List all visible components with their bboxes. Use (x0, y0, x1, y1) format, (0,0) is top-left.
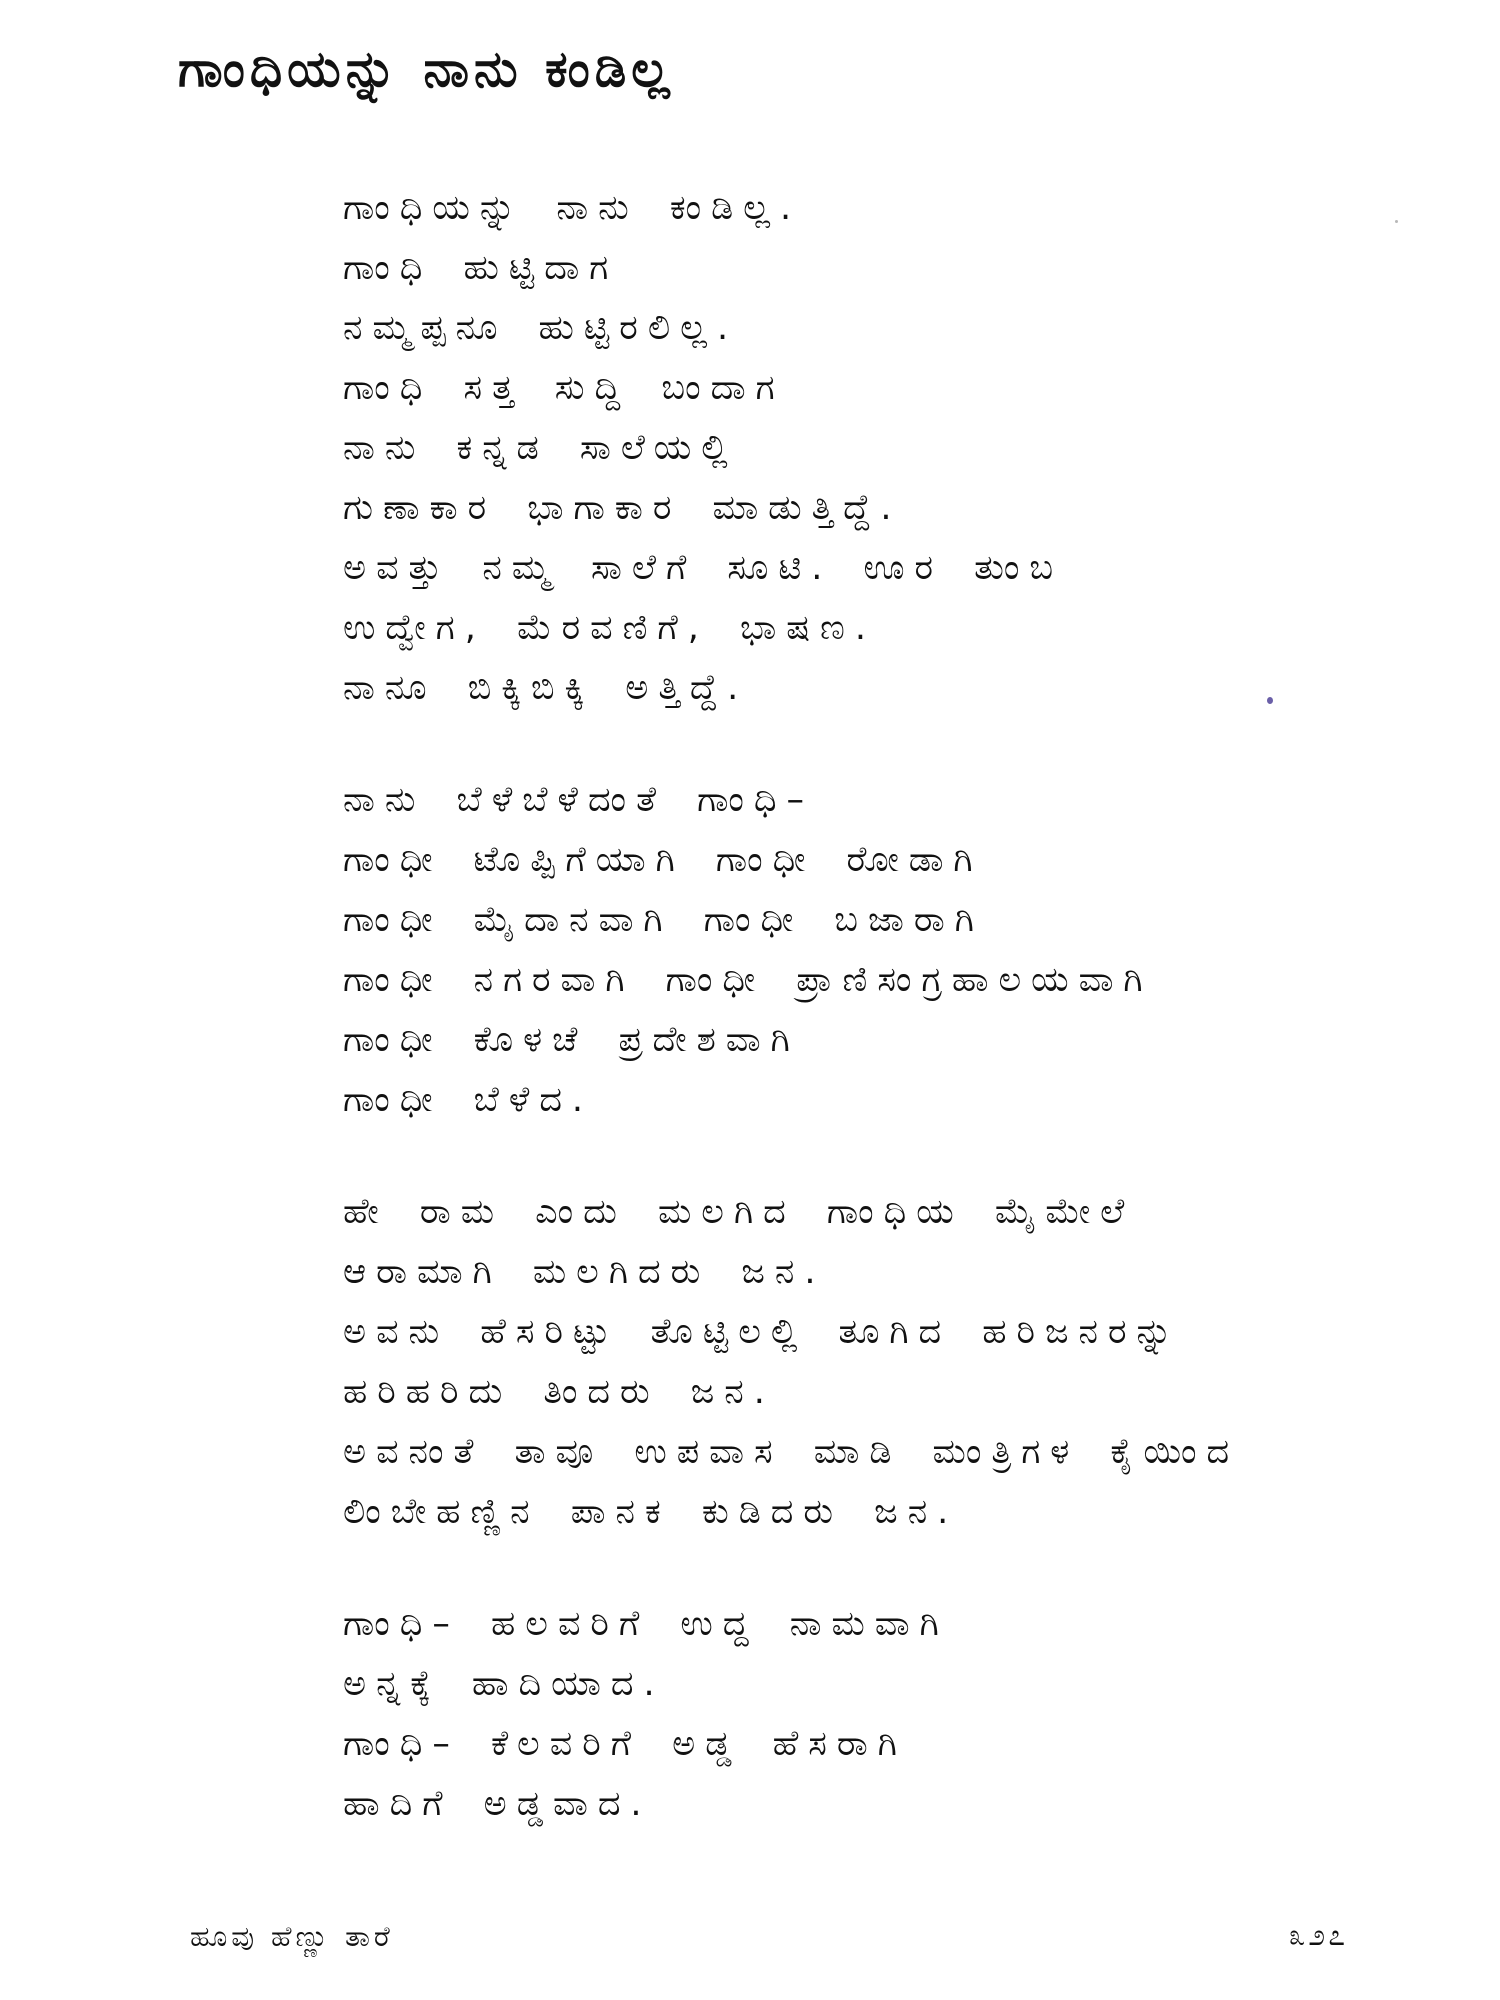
poem-line: ಗಾಂಧಿ ಸತ್ತ ಸುದ್ದಿ ಬಂದಾಗ (343, 368, 785, 408)
stanza-2 (343, 770, 1393, 1130)
poem-line: ಲಿಂಬೇಹಣ್ಣಿನ ಪಾನಕ ಕುಡಿದರು ಜನ. (343, 1492, 959, 1532)
poem-line: ಹೇ ರಾಮ ಎಂದು ಮಲಗಿದ ಗಾಂಧಿಯ ಮೈಮೇಲೆ (343, 1192, 1135, 1232)
poem-line: ಅವತ್ತು ನಮ್ಮ ಸಾಲೆಗೆ ಸೂಟಿ. ಊರ ತುಂಬ (343, 548, 1064, 588)
stanza-1 (343, 178, 1393, 718)
poem-line: ನಮ್ಮಪ್ಪನೂ ಹುಟ್ಟಿರಲಿಲ್ಲ. (343, 308, 739, 348)
poem-line: ಅವನು ಹೆಸರಿಟ್ಟು ತೊಟ್ಟಿಲಲ್ಲಿ ತೂಗಿದ ಹರಿಜನರನ್ನು (343, 1312, 1182, 1352)
poem-line: ಅನ್ನಕ್ಕೆ ಹಾದಿಯಾದ. (343, 1664, 665, 1704)
poem-line: ಗಾಂಧೀ ಬೆಳೆದ. (343, 1080, 594, 1120)
footer-book-title: ಹೂವು ಹೆಣ್ಣು ತಾರೆ (190, 1920, 394, 1953)
poem-line: ಗಾಂಧಿ ಹುಟ್ಟಿದಾಗ (343, 248, 619, 288)
dust-speck (1395, 220, 1398, 223)
stanza-3 (343, 1182, 1393, 1542)
poem-line: ನಾನು ಬೆಳೆಬೆಳೆದಂತೆ ಗಾಂಧಿ– (343, 780, 815, 820)
poem-line: ಗಾಂಧೀ ನಗರವಾಗಿ ಗಾಂಧೀ ಪ್ರಾಣಿಸಂಗ್ರಹಾಲಯವಾಗಿ (343, 960, 1153, 1000)
poem-line: ಆರಾಮಾಗಿ ಮಲಗಿದರು ಜನ. (343, 1252, 826, 1292)
poem-line: ಅವನಂತೆ ತಾವೂ ಉಪವಾಸ ಮಾಡಿ ಮಂತ್ರಿಗಳ ಕೈಯಿಂದ (343, 1432, 1240, 1472)
poem-line: ನಾನು ಕನ್ನಡ ಸಾಲೆಯಲ್ಲಿ (343, 428, 738, 468)
poem-line: ಗಾಂಧೀ ಟೊಪ್ಪಿಗೆಯಾಗಿ ಗಾಂಧೀ ರೋಡಾಗಿ (343, 840, 983, 880)
poem-line: ಉದ್ವೇಗ, ಮೆರವಣಿಗೆ, ಭಾಷಣ. (343, 608, 876, 648)
poem-line: ನಾನೂ ಬಿಕ್ಕಿಬಿಕ್ಕಿ ಅತ್ತಿದ್ದೆ. (343, 668, 749, 708)
poem-line: ಗುಣಾಕಾರ ಭಾಗಾಕಾರ ಮಾಡುತ್ತಿದ್ದೆ. (343, 488, 902, 528)
poem-line: ಗಾಂಧೀ ಮೈದಾನವಾಗಿ ಗಾಂಧೀ ಬಜಾರಾಗಿ (343, 900, 984, 940)
poem-line: ಗಾಂಧೀ ಕೊಳಚೆ ಪ್ರದೇಶವಾಗಿ (343, 1020, 800, 1060)
poem-body (343, 178, 1393, 1886)
poem-line: ಹಾದಿಗೆ ಅಡ್ಡವಾದ. (343, 1784, 652, 1824)
stanza-4 (343, 1594, 1393, 1834)
ink-speck (1267, 697, 1273, 704)
page-title: ಗಾಂಧಿಯನ್ನು ನಾನು ಕಂಡಿಲ್ಲ (178, 40, 675, 98)
poem-line: ಹರಿಹರಿದು ತಿಂದರು ಜನ. (343, 1372, 775, 1412)
poem-line: ಗಾಂಧಿ– ಕೆಲವರಿಗೆ ಅಡ್ಡ ಹೆಸರಾಗಿ (343, 1724, 907, 1764)
page-number: ೩೨೭ (1288, 1918, 1348, 1953)
poem-line: ಗಾಂಧಿ– ಹಲವರಿಗೆ ಉದ್ದ ನಾಮವಾಗಿ (343, 1604, 949, 1644)
poem-line: ಗಾಂಧಿಯನ್ನು ನಾನು ಕಂಡಿಲ್ಲ. (343, 188, 802, 228)
